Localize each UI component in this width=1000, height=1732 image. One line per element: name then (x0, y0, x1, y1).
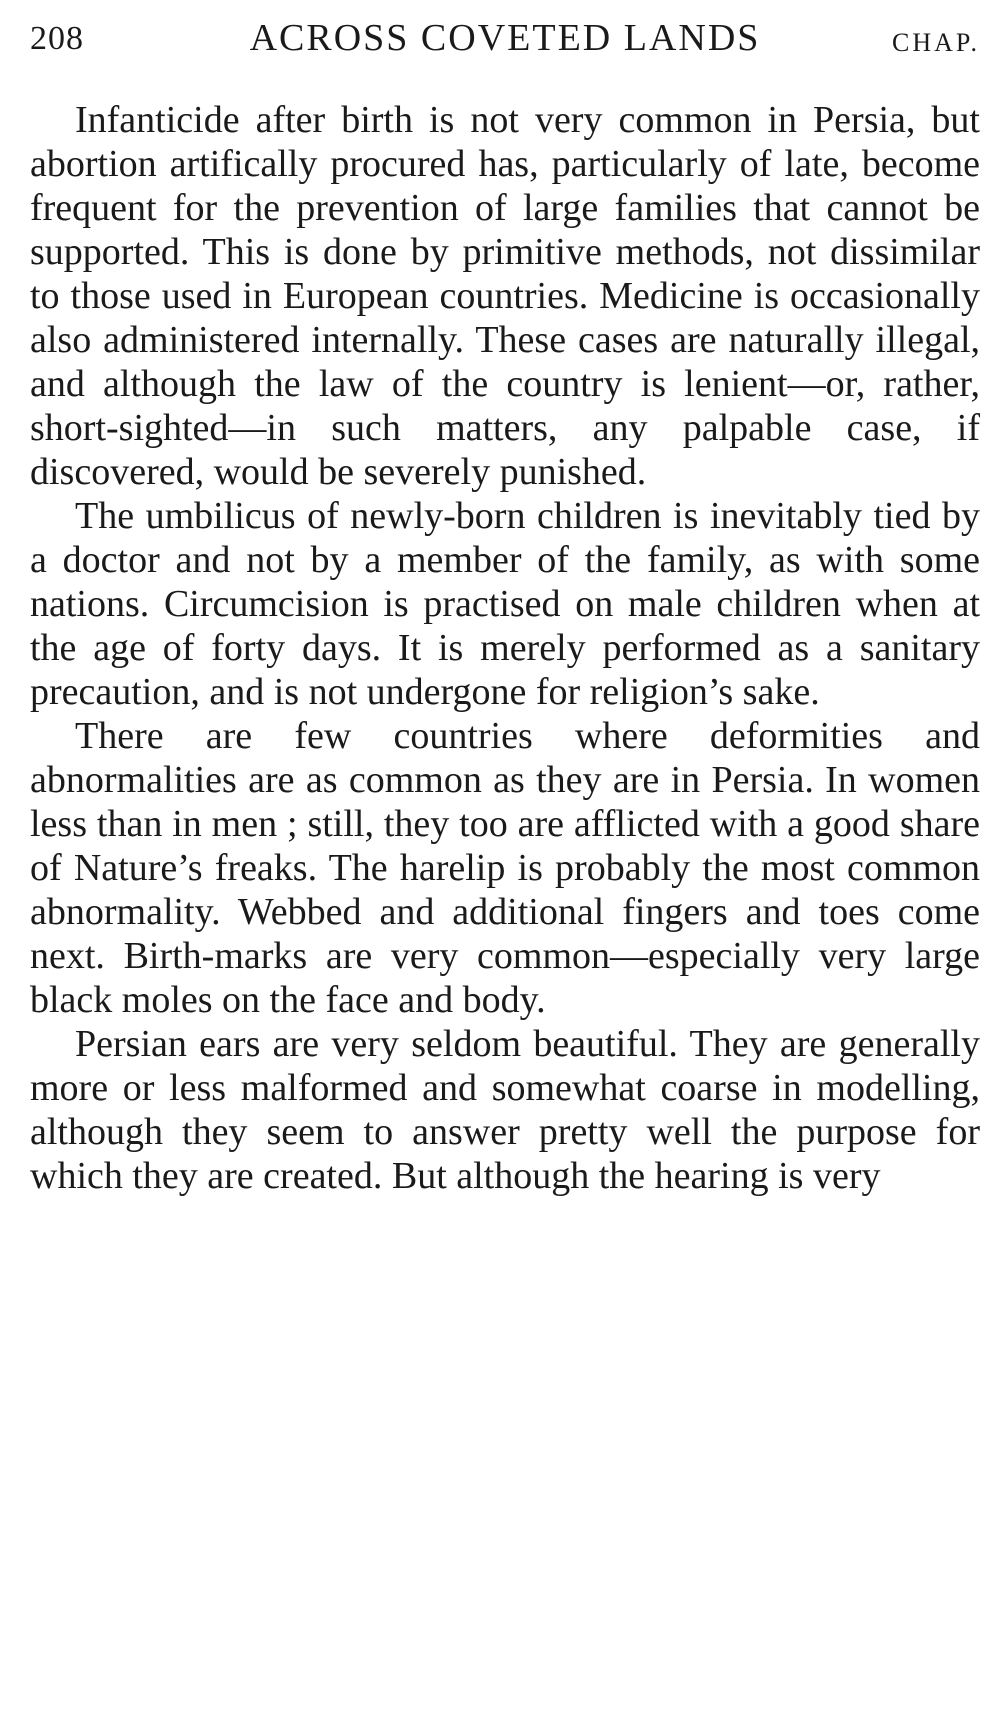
page-number: 208 (30, 20, 84, 57)
paragraph-umbilicus: The umbilicus of newly-born children is inevitably tied by a doctor and not by a member of the family, as with some nations. Circumcision is practised on male children when at the age of forty days. It is merely performed as a sanitary precaution, and is not undergone for religion’s sake. (30, 495, 980, 713)
body-text (30, 98, 980, 1198)
chapter-mark: CHAP. (892, 28, 980, 57)
paragraph-persian-ears: Persian ears are very seldom beautiful. They are generally more or less malformed and somewhat coarse in modelling, although they seem to answer pretty well the purpose for which they are created. But although the hearing is very (30, 1023, 980, 1197)
running-title: ACROSS COVETED LANDS (249, 17, 761, 59)
page-header (30, 12, 980, 62)
paragraph-infanticide: Infanticide after birth is not very common in Persia, but abortion artifically procured has, particularly of late, become frequent for the prevention of large families that cannot be supported. This is done by primitive methods, not dissimilar to those used in European countries. Medicine is occasionally also administered internally. These cases are naturally illegal, and although the law of the country is lenient—or, rather, short-sighted—in such matters, any palpable case, if discovered, would be severely punished. (30, 99, 980, 493)
paragraph-deformities: There are few countries where deformities and abnormalities are as common as they are in Persia. In women less than in men ; still, they too are afflicted with a good share of Nature’s freaks. The harelip is probably the most common abnormality. Webbed and additional fingers and toes come next. Birth-marks are very common—especially very large black moles on the face and body. (30, 715, 980, 1021)
